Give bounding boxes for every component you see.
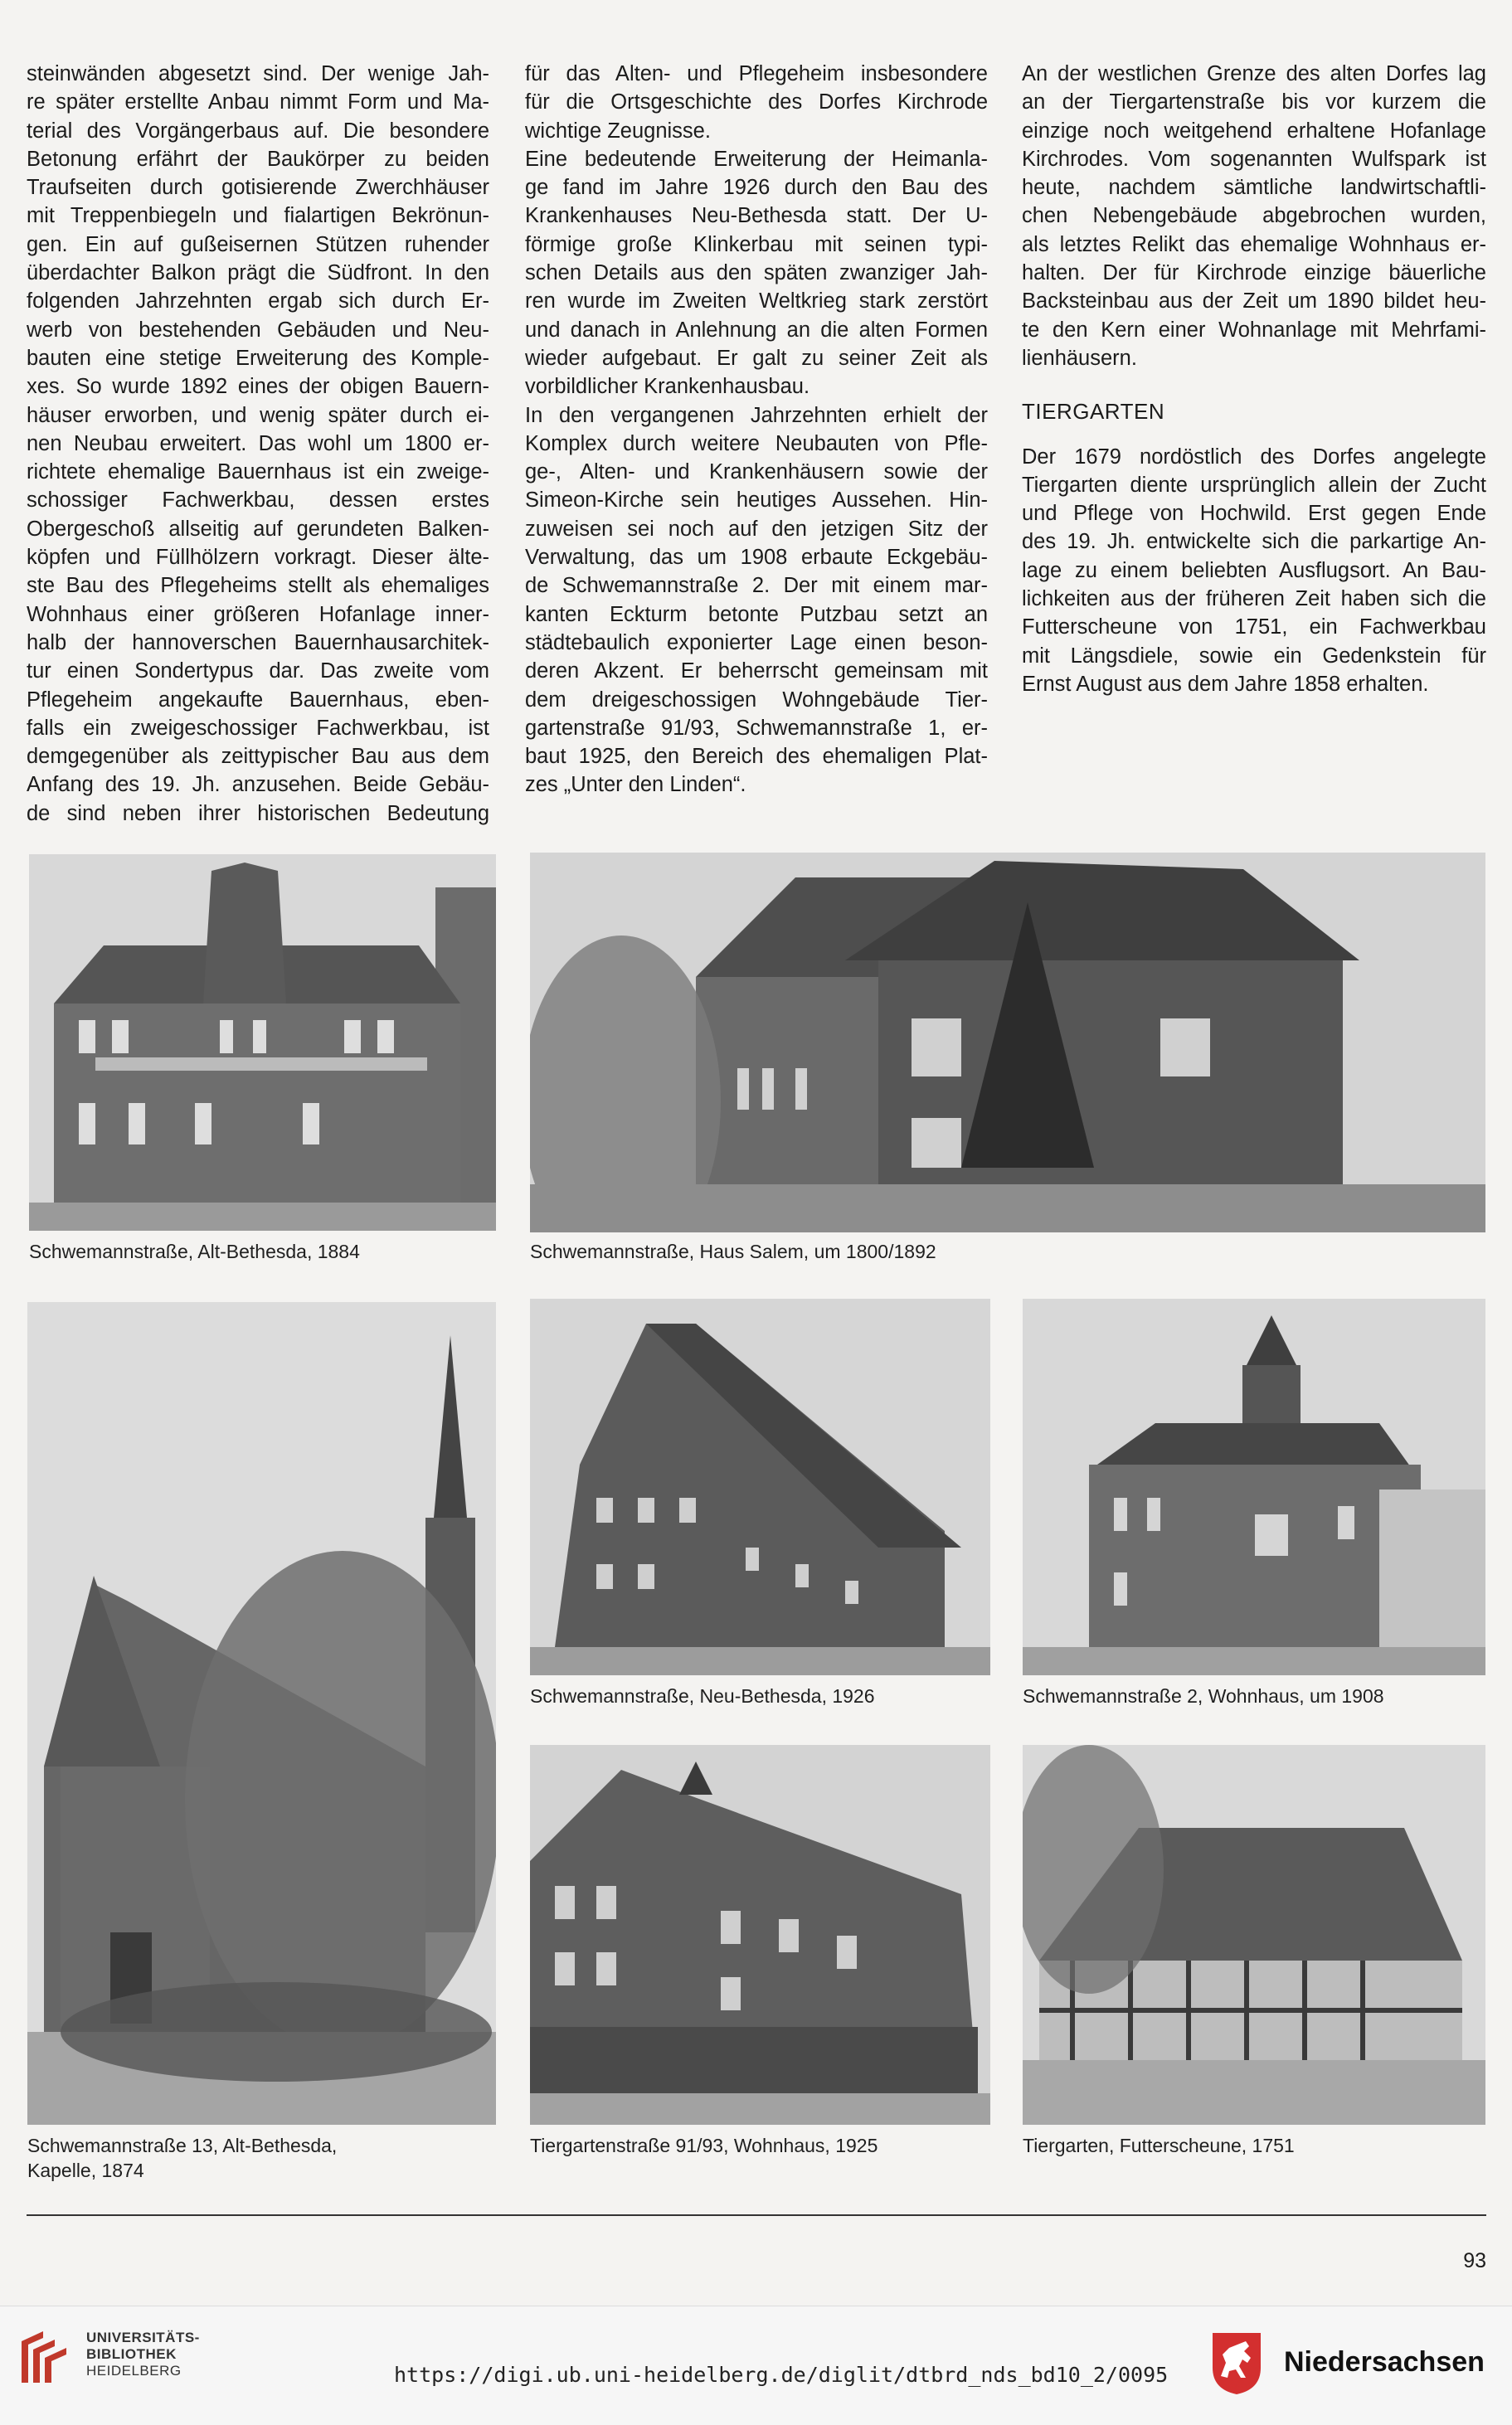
text-line: zuweisen sei noch auf den jetzigen Sitz der xyxy=(525,517,988,541)
text-line: des 19. Jh. entwickelte sich die parkartige An- xyxy=(1022,530,1486,554)
page-number: 93 xyxy=(1463,2249,1486,2272)
text-line: ge-, Alten- und Krankenhäusern sowie der xyxy=(525,460,988,484)
text-line: richtete ehemalige Bauernhaus ist ein zweige- xyxy=(27,460,489,484)
text-line: Futterscheune von 1751, ein Fachwerkbau xyxy=(1022,615,1486,639)
text-line: Komplex durch weitere Neubauten von Pfle- xyxy=(525,431,988,455)
text-line: Kirchrodes. Vom sogenannten Wulfspark ist xyxy=(1022,147,1486,171)
text-line: Wohnhaus einer größeren Hofanlage inner- xyxy=(27,602,489,626)
text-line: mit Treppenbiegeln und fialartigen Bekrönun- xyxy=(27,204,489,228)
text-line: zes „Unter den Linden“. xyxy=(525,773,746,797)
text-line: ge fand im Jahre 1926 durch den Bau des xyxy=(525,176,988,200)
text-line: Verwaltung, das um 1908 erbaute Eckgebäu- xyxy=(525,546,988,570)
library-name-line-1: UNIVERSITÄTS- xyxy=(86,2330,200,2345)
text-column-3-bottom xyxy=(1022,443,1486,699)
text-line: wichtige Zeugnisse. xyxy=(525,119,711,143)
text-line: Ernst August aus dem Jahre 1858 erhalten. xyxy=(1022,672,1429,696)
text-line: xes. So wurde 1892 eines der obigen Bauern- xyxy=(27,375,489,399)
footer-bar xyxy=(0,2306,1512,2425)
caption-futterscheune: Tiergarten, Futterscheune, 1751 xyxy=(1023,2135,1295,2156)
section-heading-tiergarten: TIERGARTEN xyxy=(1022,399,1165,425)
text-line: für das Alten- und Pflegeheim insbesondere xyxy=(525,62,988,85)
library-name-line-2: BIBLIOTHEK xyxy=(86,2346,177,2362)
caption-kapelle-line-2: Kapelle, 1874 xyxy=(27,2160,144,2181)
text-line: lichkeiten aus der früheren Zeit haben sich die xyxy=(1022,587,1486,611)
text-line: einzige noch weitgehend erhaltene Hofanlage xyxy=(1022,119,1486,143)
state-name: Niedersachsen xyxy=(1284,2346,1485,2378)
text-line: In den vergangenen Jahrzehnten erhielt der xyxy=(525,403,988,427)
caption-kapelle xyxy=(27,2133,337,2183)
text-line: Tiergarten diente ursprünglich allein der Zucht xyxy=(1022,473,1486,497)
text-line: demgegenüber als zeittypischer Bau aus dem xyxy=(27,745,489,769)
photo-neu-bethesda xyxy=(530,1299,990,1675)
text-line: als letztes Relikt das ehemalige Wohnhaus er- xyxy=(1022,232,1486,256)
text-line: Anfang des 19. Jh. anzusehen. Beide Gebäu- xyxy=(27,773,489,797)
caption-wohnhaus-1908: Schwemannstraße 2, Wohnhaus, um 1908 xyxy=(1023,1685,1384,1707)
text-line: Eine bedeutende Erweiterung der Heimanla- xyxy=(525,147,988,171)
text-line: ren wurde im Zweiten Weltkrieg stark zerstört xyxy=(525,289,988,313)
text-line: halten. Der für Kirchrode einzige bäuerliche xyxy=(1022,261,1486,285)
text-line: wieder aufgebaut. Er galt zu seiner Zeit als xyxy=(525,346,988,370)
text-line: folgenden Jahrzehnten ergab sich durch Er- xyxy=(27,289,489,313)
text-line: gen. Ein auf gußeisernen Stützen ruhender xyxy=(27,232,489,256)
text-line: heute, nachdem sämtliche landwirtschaftli- xyxy=(1022,176,1486,200)
caption-kapelle-line-1: Schwemannstraße 13, Alt-Bethesda, xyxy=(27,2135,338,2156)
text-line: Obergeschoß allseitig auf gerundeten Balken- xyxy=(27,517,489,541)
text-line: Der 1679 nordöstlich des Dorfes angelegte xyxy=(1022,445,1486,469)
library-name-line-3: HEIDELBERG xyxy=(86,2363,182,2379)
text-line: vorbildlicher Krankenhausbau. xyxy=(525,375,810,399)
photo-futterscheune xyxy=(1023,1745,1485,2125)
text-column-1 xyxy=(27,60,489,828)
text-line: falls ein zweigeschossiger Fachwerkbau, ist xyxy=(27,716,489,740)
text-line: te den Kern einer Wohnanlage mit Mehrfami- xyxy=(1022,318,1486,342)
text-line: de sind neben ihrer historischen Bedeutung xyxy=(27,801,489,825)
text-line: an der Tiergartenstraße bis vor kurzem die xyxy=(1022,90,1486,114)
text-line: schen Details aus den späten zwanziger Jah- xyxy=(525,261,988,285)
text-line: und Pflege von Hochwild. Erst gegen Ende xyxy=(1022,502,1486,526)
photo-wohnhaus-1908 xyxy=(1023,1299,1485,1675)
text-column-2 xyxy=(525,60,988,799)
niedersachsen-horse-crest-icon[interactable] xyxy=(1209,2330,1264,2396)
text-line: ste Bau des Pflegeheims stellt als ehemaliges xyxy=(27,574,489,598)
text-line: köpfen und Füllhölzern vorkragt. Dieser älte- xyxy=(27,546,489,570)
text-line: chen Nebengebäude abgebrochen wurden, xyxy=(1022,204,1486,228)
source-url-link[interactable]: https://digi.ub.uni-heidelberg.de/diglit/dtbrd_nds_bd10_2/0095 xyxy=(394,2363,1169,2387)
caption-wohnhaus-1925: Tiergartenstraße 91/93, Wohnhaus, 1925 xyxy=(530,2135,878,2156)
text-line: und danach in Anlehnung an die alten Formen xyxy=(525,318,988,342)
text-line: re später erstellte Anbau nimmt Form und Ma- xyxy=(27,90,489,114)
text-line: Krankenhauses Neu-Bethesda statt. Der U- xyxy=(525,204,988,228)
text-line: Betonung erfährt der Baukörper zu beiden xyxy=(27,147,489,171)
text-line: lage zu einem beliebten Ausflugsort. An Bau- xyxy=(1022,558,1486,582)
text-line: werb von bestehenden Gebäuden und Neu- xyxy=(27,318,489,342)
text-line: überdachter Balkon prägt die Südfront. In den xyxy=(27,261,489,285)
text-line: nen Neubau erweitert. Das wohl um 1800 er- xyxy=(27,431,489,455)
text-line: förmige große Klinkerbau mit seinen typi- xyxy=(525,232,988,256)
text-line: dem dreigeschossigen Wohngebäude Tier- xyxy=(525,688,988,712)
text-line: halb der hannoverschen Bauernhausarchitek- xyxy=(27,630,489,654)
text-line: schossiger Fachwerkbau, dessen erstes xyxy=(27,488,489,513)
text-line: terial des Vorgängerbaus auf. Die besondere xyxy=(27,119,489,143)
text-line: kanten Eckturm betonte Putzbau setzt an xyxy=(525,602,988,626)
text-line: deren Akzent. Er beherrscht gemeinsam mit xyxy=(525,659,988,683)
text-line: Pflegeheim angekaufte Bauernhaus, eben- xyxy=(27,688,489,712)
text-line: Simeon-Kirche sein heutiges Aussehen. Hin- xyxy=(525,488,988,513)
photo-kapelle xyxy=(27,1302,496,2125)
text-line: baut 1925, den Bereich des ehemaligen Plat- xyxy=(525,745,988,769)
photo-wohnhaus-1925 xyxy=(530,1745,990,2125)
caption-haus-salem: Schwemannstraße, Haus Salem, um 1800/1892 xyxy=(530,1241,936,1262)
text-line: mit Längsdiele, sowie ein Gedenkstein für xyxy=(1022,644,1486,668)
library-logo-icon[interactable] xyxy=(18,2328,71,2386)
text-line: gartenstraße 91/93, Schwemannstraße 1, er- xyxy=(525,716,988,740)
bottom-rule xyxy=(27,2214,1486,2216)
caption-alt-bethesda: Schwemannstraße, Alt-Bethesda, 1884 xyxy=(29,1241,360,1262)
photo-alt-bethesda xyxy=(29,854,496,1231)
text-line: Traufseiten durch gotisierende Zwerchhäuser xyxy=(27,176,489,200)
text-line: Backsteinbau aus der Zeit um 1890 bildet heu- xyxy=(1022,289,1486,313)
text-line: lienhäusern. xyxy=(1022,346,1137,370)
text-line: de Schwemannstraße 2. Der mit einem mar- xyxy=(525,574,988,598)
text-column-3-top xyxy=(1022,60,1486,372)
photo-haus-salem xyxy=(530,853,1485,1232)
library-name[interactable] xyxy=(86,2330,200,2379)
text-line: tur einen Sondertypus dar. Das zweite vom xyxy=(27,659,489,683)
text-line: bauten eine stetige Erweiterung des Komple- xyxy=(27,346,489,370)
text-line: für die Ortsgeschichte des Dorfes Kirchrode xyxy=(525,90,988,114)
text-column-3 xyxy=(1022,60,1486,698)
caption-neu-bethesda: Schwemannstraße, Neu-Bethesda, 1926 xyxy=(530,1685,875,1707)
text-line: steinwänden abgesetzt sind. Der wenige Jah- xyxy=(27,62,489,85)
text-line: städtebaulich exponierter Lage einen beson- xyxy=(525,630,988,654)
text-line: häuser erworben, und wenig später durch ei- xyxy=(27,403,489,427)
text-line: An der westlichen Grenze des alten Dorfes lag xyxy=(1022,62,1486,85)
